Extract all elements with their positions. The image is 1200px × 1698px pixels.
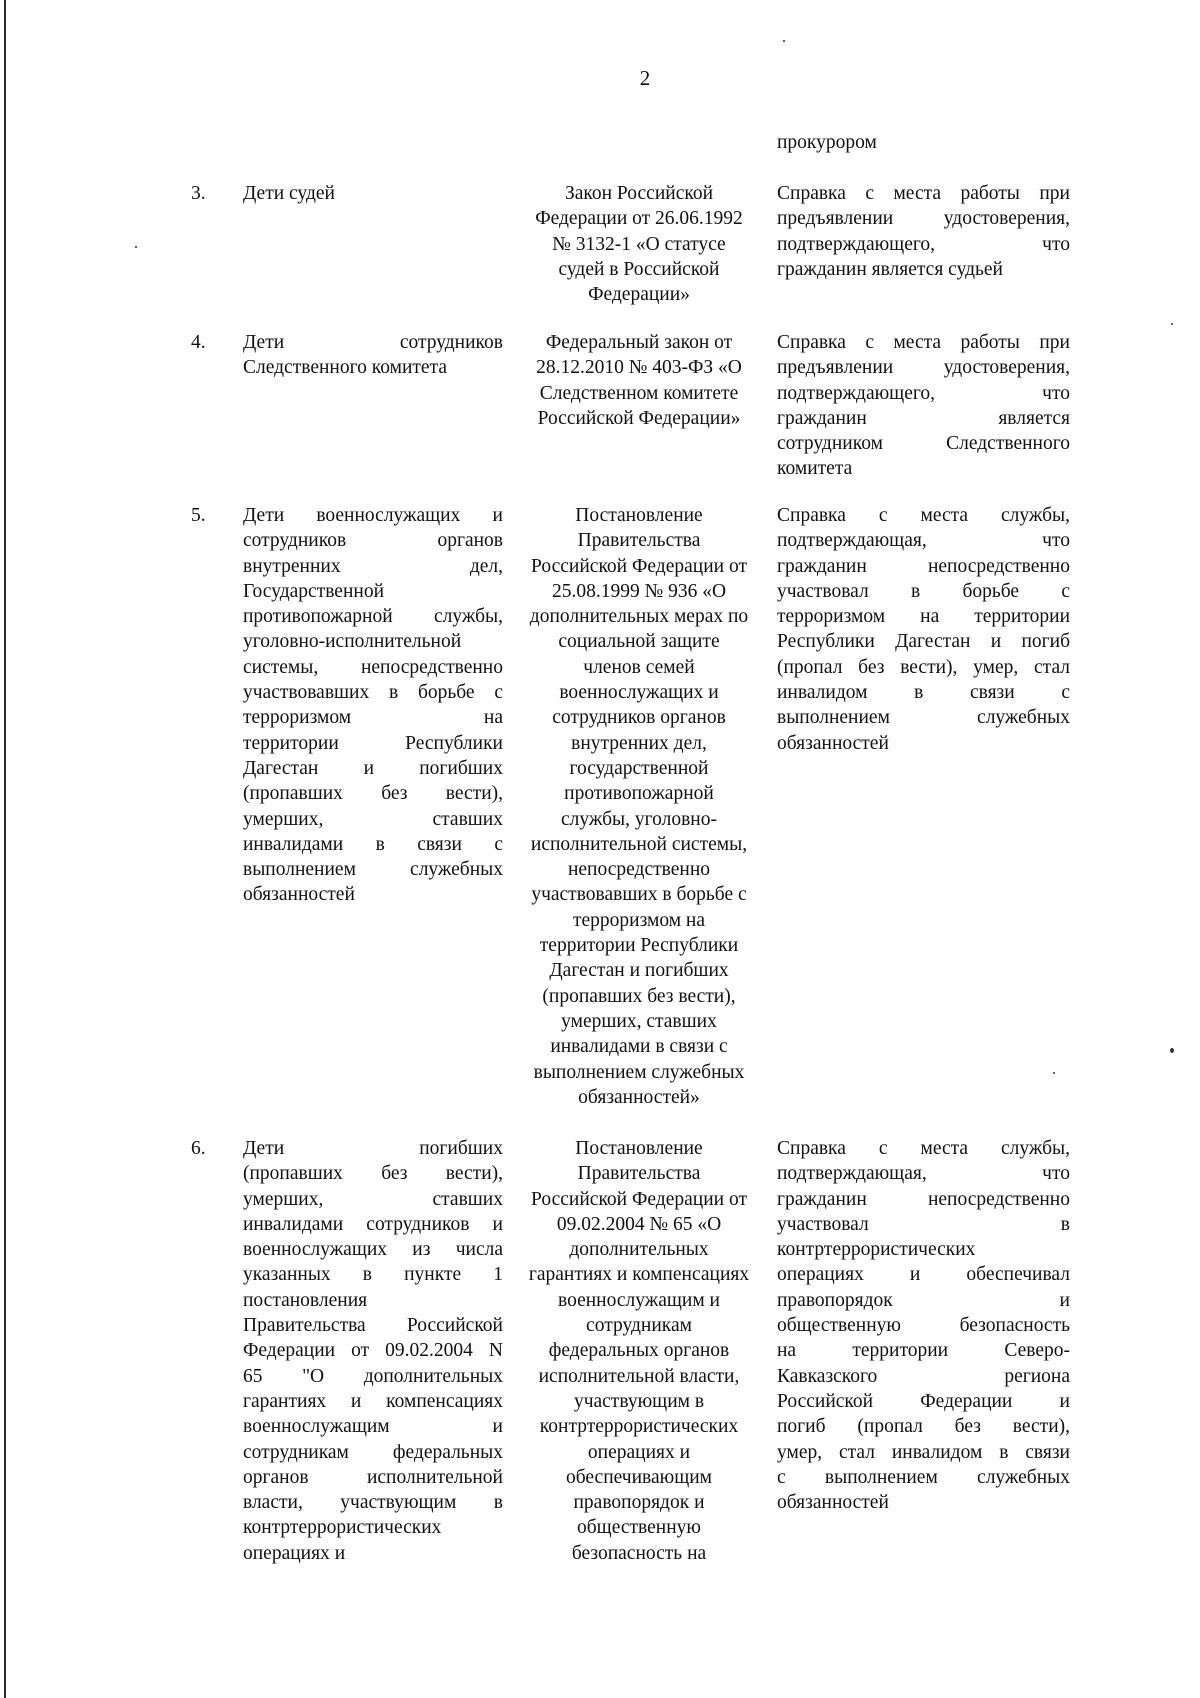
cell-line: Кавказского региона (777, 1365, 1070, 1387)
cell-line: Постановление (575, 505, 703, 526)
cell-line: правопорядок и (573, 1492, 705, 1514)
cell-line: погиб (пропал без вести), (777, 1416, 1070, 1438)
cell-line: системы, непосредственно (243, 656, 503, 678)
cell-line: гражданин является судьей (777, 258, 1003, 280)
cell-line: безопасность на (571, 1542, 707, 1564)
cell-line: Дети судей (243, 183, 335, 204)
row-4-number: 4. (191, 332, 206, 353)
cell-line: инвалидами в связи с (243, 833, 503, 855)
cell-line: военнослужащих из числа (243, 1239, 503, 1261)
cell-line: гражданин непосредственно (777, 1188, 1070, 1210)
cell-line: выполнением служебных (533, 1061, 745, 1083)
cell-line: обязанностей (777, 732, 889, 754)
cell-line: гражданин является (777, 407, 1070, 429)
cell-line: участвовавших в борьбе с (531, 884, 747, 906)
cell-line: противопожарной службы, (243, 606, 503, 628)
cell-line: терроризмом на (243, 707, 503, 729)
cell-line: сотрудникам федеральных (243, 1441, 503, 1463)
continuation-col3 (777, 130, 1070, 155)
cell-line: с выполнением служебных (777, 1466, 1070, 1488)
cell-line: предъявлении удостоверения, (777, 208, 1070, 230)
row-6-legal-basis (514, 1136, 764, 1566)
cell-line: контртеррористических (777, 1239, 976, 1261)
cell-line: дополнительных мерах по (529, 606, 749, 628)
cell-line: прокурором (777, 132, 877, 153)
cell-line: обеспечивающим (565, 1466, 713, 1488)
cell-line: органов исполнительной (243, 1466, 503, 1488)
row-5-document (777, 503, 1070, 756)
cell-line: контртеррористических (243, 1517, 442, 1539)
cell-line: исполнительной власти, (538, 1365, 740, 1387)
cell-line: Закон Российской (564, 183, 714, 204)
row-4-document (777, 330, 1070, 482)
cell-line: социальной защите (558, 631, 720, 653)
cell-line: инвалидами в связи с (550, 1036, 728, 1058)
cell-line: операциях и (587, 1441, 691, 1463)
cell-line: участвовал в (777, 1213, 1070, 1235)
cell-line: Справка с места работы при (777, 183, 1070, 204)
row-4-legal-basis (514, 330, 764, 431)
cell-line: № 3132-1 «О статусе (552, 233, 726, 255)
cell-line: Справка с места работы при (777, 332, 1070, 353)
cell-line: (пропал без вести), умер, стал (777, 656, 1070, 678)
cell-line: сотрудников органов (552, 707, 726, 729)
cell-line: контртеррористических (539, 1416, 739, 1438)
cell-line: Российской Федерации от (531, 1188, 747, 1210)
cell-line: сотрудником Следственного (777, 433, 1070, 455)
cell-line: Федерации» (588, 284, 690, 306)
row-3-document (777, 181, 1070, 282)
row-5-number: 5. (191, 505, 206, 526)
cell-line: Российской Федерации» (537, 407, 741, 429)
cell-line: комитета (777, 458, 853, 480)
cell-line: (пропавших без вести), (243, 783, 503, 805)
cell-line: предъявлении удостоверения, (777, 357, 1070, 379)
cell-line: участвовавших в борьбе с (243, 682, 503, 704)
row-6-number: 6. (191, 1138, 206, 1159)
row-5-category (243, 503, 503, 908)
cell-line: операциях и обеспечивал (777, 1264, 1070, 1286)
scan-speck (1170, 1048, 1174, 1053)
cell-line: общественную безопасность (777, 1315, 1070, 1337)
cell-line: умер, стал инвалидом в связи (777, 1441, 1070, 1463)
row-6-document (777, 1136, 1070, 1515)
row-3-legal-basis (514, 181, 764, 307)
row-3-number: 3. (191, 183, 206, 204)
cell-line: 28.12.2010 № 403-ФЗ «О (536, 357, 742, 379)
cell-line: гарантиях и компенсациях (528, 1264, 750, 1286)
cell-line: службы, уголовно- (561, 808, 717, 830)
cell-line: внутренних дел, (571, 732, 707, 754)
cell-line: подтверждающего, что (777, 233, 1070, 255)
cell-line: гражданин непосредственно (777, 555, 1070, 577)
cell-line: выполнением служебных (777, 707, 1070, 729)
cell-line: 09.02.2004 № 65 «О (556, 1213, 722, 1235)
cell-line: Справка с места службы, (777, 1138, 1070, 1159)
cell-line: инвалидом в связи с (777, 682, 1070, 704)
cell-line: выполнением служебных (243, 859, 503, 881)
scan-speck (135, 246, 137, 248)
cell-line: противопожарной (564, 783, 714, 805)
cell-line: (пропавших без вести), (542, 985, 736, 1007)
cell-line: обязанностей» (578, 1086, 700, 1108)
cell-line: 25.08.1999 № 936 «О (551, 580, 727, 602)
cell-line: участвующим в (573, 1390, 705, 1412)
cell-line: Дагестан и погибших (549, 960, 729, 982)
scan-left-edge (4, 0, 6, 1698)
cell-line: дополнительных (569, 1239, 709, 1261)
row-4-category (243, 330, 503, 381)
cell-line: сотрудникам (586, 1315, 692, 1337)
cell-line: инвалидами сотрудников и (243, 1213, 503, 1235)
cell-line: постановления (243, 1289, 368, 1311)
scan-speck (1171, 323, 1173, 325)
cell-line: подтверждающего, что (777, 382, 1070, 404)
cell-line: Российской Федерации и (777, 1390, 1070, 1412)
cell-line: указанных в пункте 1 (243, 1264, 503, 1286)
cell-line: Государственной (243, 580, 385, 602)
cell-line: Дагестан и погибших (243, 757, 503, 779)
cell-line: Правительства (577, 1163, 701, 1185)
cell-line: непосредственно (567, 859, 711, 881)
scan-speck (1053, 1072, 1055, 1074)
cell-line: Следственном комитете (539, 382, 739, 404)
cell-line: военнослужащих и (559, 682, 719, 704)
cell-line: подтверждающая, что (777, 1163, 1070, 1185)
cell-line: судей в Российской (558, 258, 720, 280)
cell-line: Постановление (575, 1138, 703, 1159)
cell-line: военнослужащим и (558, 1289, 720, 1311)
cell-line: военнослужащим и (243, 1416, 503, 1438)
cell-line: исполнительной системы, (530, 833, 748, 855)
cell-line: уголовно-исполнительной (243, 631, 462, 653)
cell-line: Дети сотрудников (243, 332, 503, 353)
cell-line: обязанностей (777, 1492, 889, 1514)
row-3-category (243, 181, 503, 206)
cell-line: Российской Федерации от (531, 555, 747, 577)
page-number: 2 (639, 66, 651, 90)
cell-line: Федеральный закон от (545, 332, 733, 353)
cell-line: Правительства (577, 530, 701, 552)
cell-line: терроризмом на территории (777, 606, 1070, 628)
cell-line: терроризмом на (572, 909, 706, 931)
cell-line: Дети военнослужащих и (243, 505, 503, 526)
cell-line: внутренних дел, (243, 555, 503, 577)
row-5-legal-basis (514, 503, 764, 1110)
cell-line: Правительства Российской (243, 1315, 503, 1337)
cell-line: гарантиях и компенсациях (243, 1390, 503, 1412)
cell-line: операциях и (243, 1542, 346, 1564)
cell-line: членов семей (583, 656, 695, 678)
cell-line: на территории Северо- (777, 1340, 1070, 1362)
cell-line: Справка с места службы, (777, 505, 1070, 526)
cell-line: умерших, ставших (243, 1188, 503, 1210)
cell-line: обязанностей (243, 884, 355, 906)
cell-line: общественную (577, 1517, 701, 1539)
cell-line: (пропавших без вести), (243, 1163, 503, 1185)
cell-line: умерших, ставших (243, 808, 503, 830)
cell-line: Республики Дагестан и погиб (777, 631, 1070, 653)
row-6-category (243, 1136, 503, 1566)
cell-line: умерших, ставших (561, 1010, 717, 1032)
cell-line: власти, участвующим в (243, 1492, 503, 1514)
cell-line: федеральных органов (548, 1340, 730, 1362)
cell-line: сотрудников органов (243, 530, 503, 552)
cell-line: Федерации от 26.06.1992 (535, 208, 743, 230)
scan-speck (783, 40, 785, 42)
cell-line: государственной (569, 757, 709, 779)
cell-line: участвовал в борьбе с (777, 580, 1070, 602)
cell-line: Дети погибших (243, 1138, 503, 1159)
cell-line: подтверждающая, что (777, 530, 1070, 552)
cell-line: территории Республики (243, 732, 503, 754)
cell-line: Федерации от 09.02.2004 N (243, 1340, 503, 1362)
cell-line: 65 "О дополнительных (243, 1365, 503, 1387)
cell-line: территории Республики (539, 935, 739, 957)
cell-line: Следственного комитета (243, 357, 447, 379)
cell-line: правопорядок и (777, 1289, 1070, 1311)
